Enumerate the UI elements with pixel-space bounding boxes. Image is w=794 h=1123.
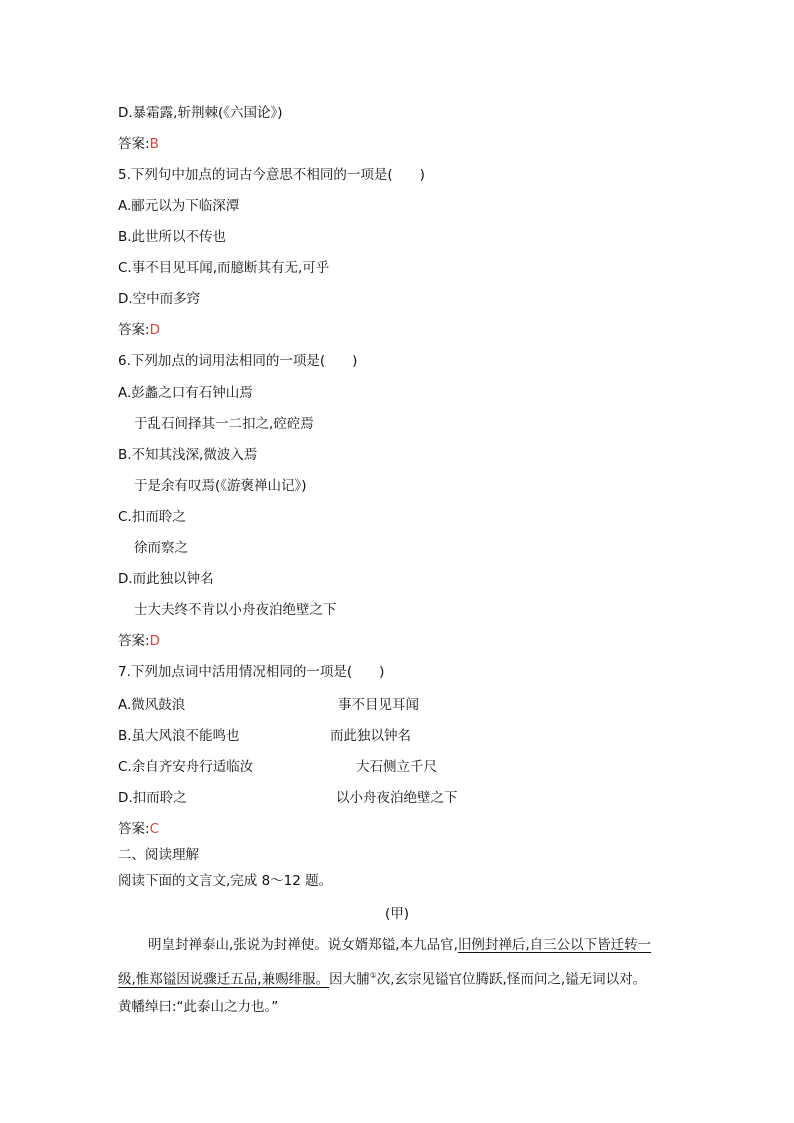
q4-option-d: D.暴霜露,斩荆棘(《六国论》) <box>118 105 283 121</box>
footnote-marker: ① <box>369 971 377 980</box>
section-heading: 二、阅读理解 <box>118 847 199 863</box>
q5-option-a: A.郦元以为下临深潭 <box>118 198 240 214</box>
passage-underlined-text: 级,惟郑镒因说骤迁五品,兼赐绯服。 <box>118 971 330 988</box>
q5-stem: 5.下列句中加点的词古今意思不相同的一项是( ) <box>118 167 425 183</box>
passage-title: (甲) <box>384 906 410 922</box>
passage-line-2 <box>118 967 646 989</box>
q5-option-b: B.此世所以不传也 <box>118 229 227 245</box>
q6-stem: 6.下列加点的词用法相同的一项是( ) <box>118 353 358 369</box>
passage-underlined-text: 旧例封禅后,自三公以下皆迁转一 <box>457 937 652 953</box>
q7-option-c-pair: 大石侧立千尺 <box>356 759 437 775</box>
answer-label: 答案: <box>118 633 150 649</box>
answer-value: C <box>149 821 159 837</box>
q6-option-d: D.而此独以钟名 <box>118 571 214 587</box>
q6-option-a-pair: 于乱石间择其一二扣之,硿硿焉 <box>134 416 314 432</box>
passage-text: 明皇封禅泰山,张说为封禅使。说女婿郑镒,本九品官, <box>148 937 458 953</box>
q6-option-b-pair: 于是余有叹焉(《游褒禅山记》) <box>134 478 307 494</box>
q7-option-a-pair: 事不目见耳闻 <box>338 697 419 713</box>
q7-answer <box>118 820 159 838</box>
q7-option-b-pair: 而此独以钟名 <box>330 728 411 744</box>
answer-label: 答案: <box>118 322 150 338</box>
passage-text: 次,玄宗见镒官位腾跃,怪而问之,镒无词以对。 <box>376 971 647 988</box>
q7-option-d-pair: 以小舟夜泊绝壁之下 <box>336 790 458 806</box>
q7-option-d: D.扣而聆之 <box>118 790 187 806</box>
answer-label: 答案: <box>118 821 150 837</box>
q7-option-b: B.虽大风浪不能鸣也 <box>118 728 240 744</box>
answer-value: B <box>149 136 159 152</box>
q5-answer <box>118 321 160 339</box>
q6-option-b: B.不知其浅深,微波入焉 <box>118 447 258 463</box>
q5-option-c: C.事不目见耳闻,而臆断其有无,可乎 <box>118 260 330 276</box>
section-instruction: 阅读下面的文言文,完成 8～12 题。 <box>118 873 333 889</box>
answer-label: 答案: <box>118 136 150 152</box>
passage-line-1 <box>148 936 651 954</box>
q7-option-c: C.余自齐安舟行适临汝 <box>118 759 254 775</box>
q4-answer <box>118 135 159 153</box>
q6-option-a: A.彭蠡之口有石钟山焉 <box>118 385 253 401</box>
q6-option-c: C.扣而聆之 <box>118 509 186 525</box>
q5-option-d: D.空中而多窍 <box>118 291 201 307</box>
q7-option-a: A.微风鼓浪 <box>118 697 186 713</box>
q6-option-d-pair: 士大夫终不肯以小舟夜泊绝壁之下 <box>134 602 337 618</box>
passage-text: 因大脯 <box>329 971 370 988</box>
answer-value: D <box>149 633 160 649</box>
q7-stem: 7.下列加点词中活用情况相同的一项是( ) <box>118 664 385 680</box>
passage-line-3: 黄幡绰曰:“此泰山之力也。” <box>118 999 279 1015</box>
q6-answer <box>118 632 160 650</box>
answer-value: D <box>149 322 160 338</box>
q6-option-c-pair: 徐而察之 <box>134 540 188 556</box>
